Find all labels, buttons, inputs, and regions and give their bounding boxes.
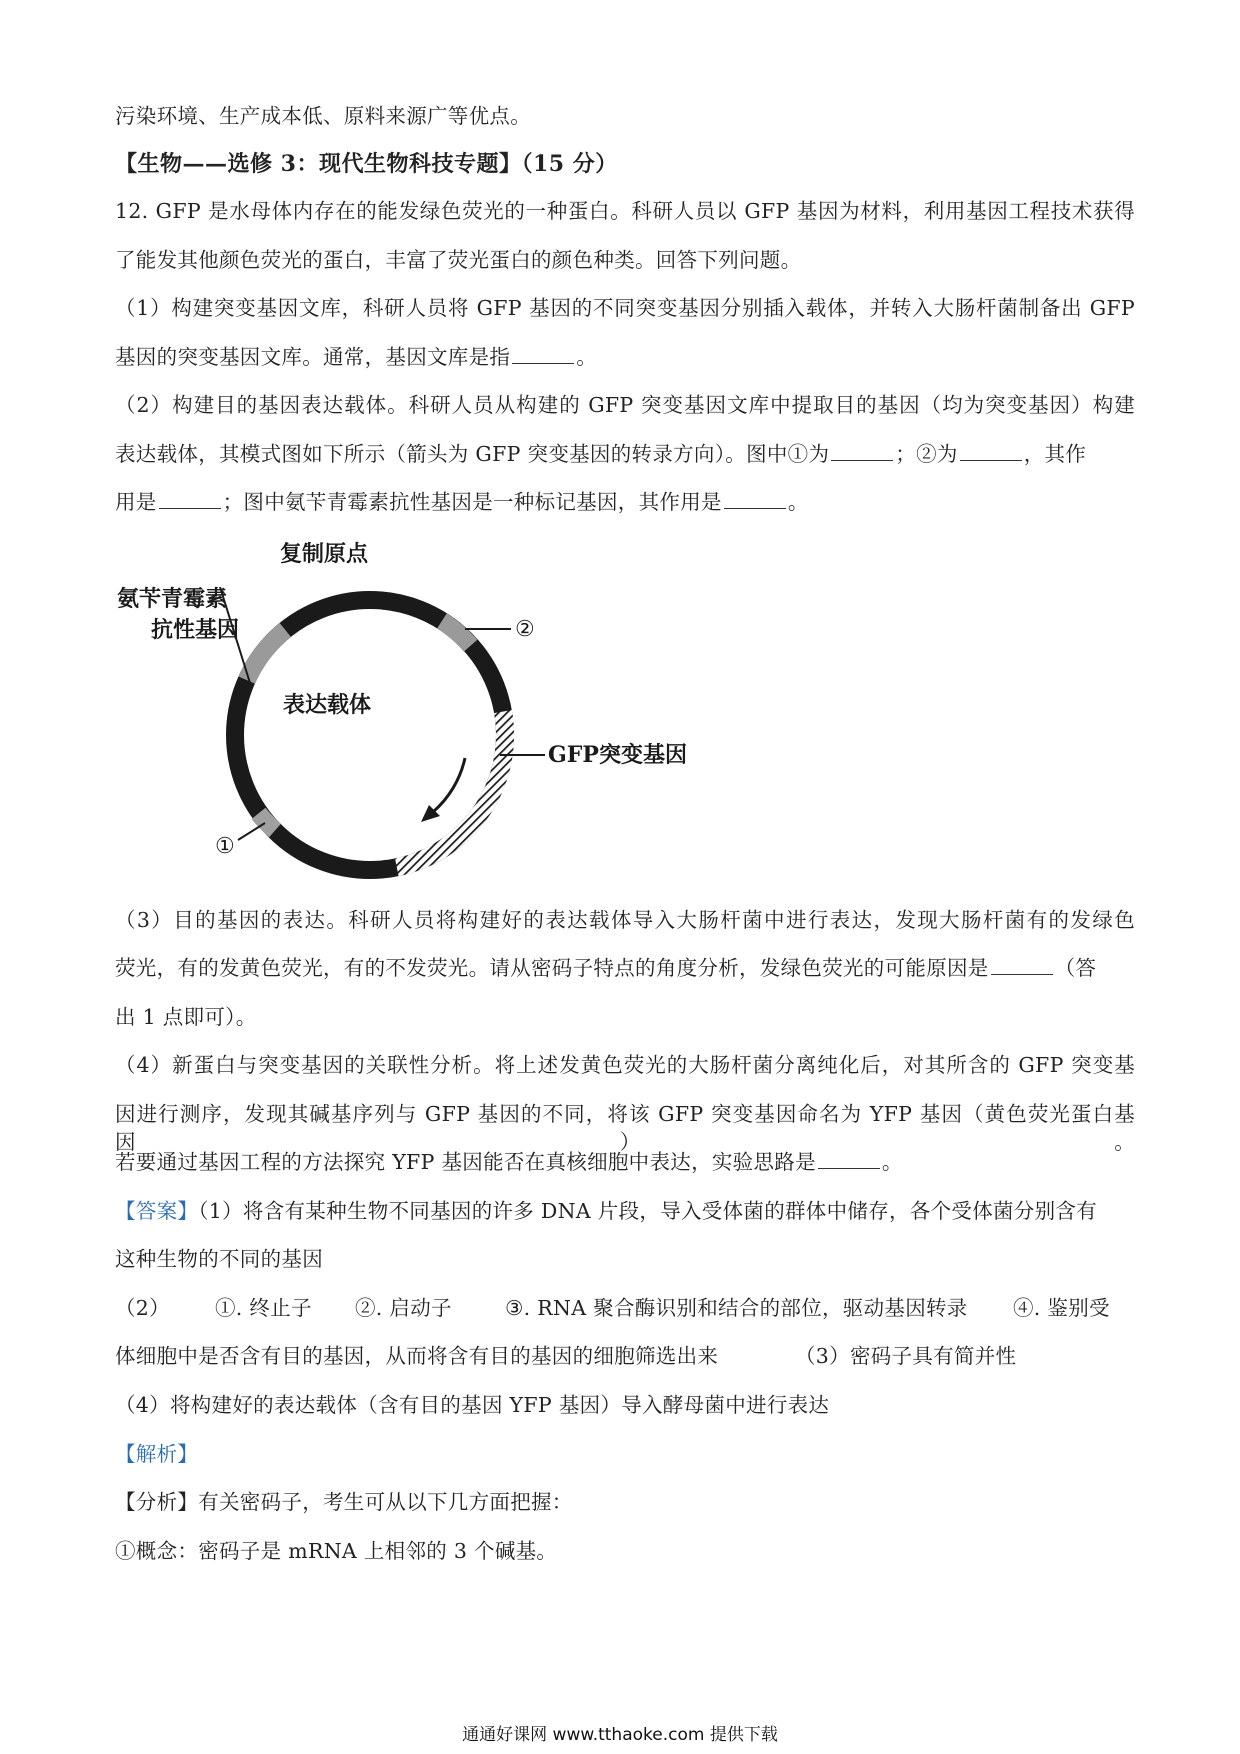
answer-line: [115, 1294, 1135, 1322]
text-segment: 体细胞中是否含有目的基因，从而将含有目的基因的细胞筛选出来: [115, 1344, 719, 1368]
label-ampicillin-line1: 氨苄青霉素: [117, 586, 228, 612]
text-segment: 。: [576, 345, 598, 369]
subquestion-4-line: [115, 1148, 1135, 1176]
subquestion-1-line: （1）构建突变基因文库，科研人员将 GFP 基因的不同突变基因分别插入载体，并转入大肠杆菌制备出 GFP: [115, 296, 1135, 320]
text-segment: （答: [1054, 956, 1097, 980]
text-segment: 。: [881, 1150, 903, 1174]
text-segment: 基因的突变基因文库。通常，基因文库是指: [115, 345, 511, 369]
answer-label: 【答案】: [115, 1199, 199, 1223]
analysis-line: 【分析】有关密码子，考生可从以下几方面把握：: [115, 1490, 573, 1514]
answer-blank: [831, 442, 893, 461]
text-segment: ④. 鉴别受: [1013, 1296, 1110, 1320]
question-stem-line: 12. GFP 是水母体内存在的能发绿色荧光的一种蛋白。科研人员以 GFP 基因为材料，利用基因工程技术获得: [115, 199, 1135, 223]
analysis-line: ①概念：密码子是 mRNA 上相邻的 3 个碱基。: [115, 1539, 558, 1563]
subquestion-4-line: 因进行测序，发现其碱基序列与 GFP 基因的不同，将该 GFP 突变基因命名为 YFP 基因（黄色荧光蛋白基因）。: [115, 1102, 1135, 1154]
answer-blank: [960, 442, 1022, 461]
answer-blank: [818, 1150, 880, 1169]
subquestion-2-line: （2）构建目的基因表达载体。科研人员从构建的 GFP 突变基因文库中提取目的基因（均为突变基因）构建: [115, 393, 1135, 417]
ampicillin-resistance-segment: [247, 630, 285, 680]
analysis-label: 【解析】: [115, 1442, 199, 1466]
section-heading: 【生物——选修 3：现代生物科技专题】（15 分）: [115, 151, 618, 177]
text-segment: （3）密码子具有简并性: [795, 1344, 1017, 1368]
text-segment: 。: [787, 490, 809, 514]
subquestion-2-line: [115, 440, 1135, 468]
subquestion-3-line: [115, 954, 1135, 982]
answer-blank: [724, 490, 786, 509]
subquestion-1-line: [115, 343, 1135, 371]
answer-line: （4）将构建好的表达载体（含有目的基因 YFP 基因）导入酵母菌中进行表达: [115, 1393, 830, 1417]
expression-vector-diagram: [115, 535, 715, 885]
text-segment: ③. RNA 聚合酶识别和结合的部位，驱动基因转录: [505, 1296, 968, 1320]
subquestion-2-line: [115, 488, 1135, 516]
text-segment: 若要通过基因工程的方法探究 YFP 基因能否在真核细胞中表达，实验思路是: [115, 1150, 816, 1174]
subquestion-4-line: （4）新蛋白与突变基因的关联性分析。将上述发黄色荧光的大肠杆菌分离纯化后，对其所含的 GFP 突变基: [115, 1053, 1135, 1077]
text-segment: ①. 终止子: [215, 1296, 312, 1320]
answer-line: 这种生物的不同的基因: [115, 1247, 323, 1271]
text-segment: （1）将含有某种生物不同基因的许多 DNA 片段，导入受体菌的群体中储存，各个受体菌分别含有: [198, 1199, 1098, 1223]
answer-line: [115, 1342, 1135, 1370]
text-segment: （2）: [115, 1296, 170, 1320]
transcription-direction-arrow: [433, 758, 465, 812]
subquestion-3-line: 出 1 点即可）。: [115, 1005, 257, 1029]
answer-blank: [159, 490, 221, 509]
label-circle-2: ②: [515, 617, 535, 642]
text-segment: 荧光，有的发黄色荧光，有的不发荧光。请从密码子特点的角度分析，发绿色荧光的可能原因是: [115, 956, 989, 980]
promoter-segment: [442, 621, 471, 646]
leader-line-1: [238, 823, 265, 840]
label-ampicillin-line2: 抗性基因: [151, 617, 240, 643]
text-segment: 表达载体，其模式图如下所示（箭头为 GFP 突变基因的转录方向）。图中①为: [115, 442, 830, 466]
subquestion-3-line: （3）目的基因的表达。科研人员将构建好的表达载体导入大肠杆菌中进行表达，发现大肠杆菌有的发绿色: [115, 908, 1135, 932]
text-segment: ；图中氨苄青霉素抗性基因是一种标记基因，其作用是: [222, 490, 722, 514]
answer-blank: [991, 956, 1053, 975]
label-origin-of-replication: 复制原点: [280, 541, 369, 567]
answer-line: [115, 1197, 1135, 1225]
answer-blank: [512, 345, 574, 364]
page-footer: 通通好课网 www.tthaoke.com 提供下载: [462, 1725, 778, 1745]
terminator-segment: [259, 813, 276, 830]
text-segment: 用是: [115, 490, 157, 514]
text-segment: ；②为: [895, 442, 958, 466]
label-expression-vector: 表达载体: [283, 692, 372, 718]
question-stem-line: 了能发其他颜色荧光的蛋白，丰富了荧光蛋白的颜色种类。回答下列问题。: [115, 248, 802, 272]
text-segment: ②. 启动子: [355, 1296, 452, 1320]
text-line: 污染环境、生产成本低、原料来源广等优点。: [115, 104, 531, 128]
label-circle-1: ①: [215, 834, 235, 859]
text-segment: ，其作: [1023, 442, 1087, 466]
label-gfp-mutant-gene: GFP突变基因: [548, 742, 687, 768]
